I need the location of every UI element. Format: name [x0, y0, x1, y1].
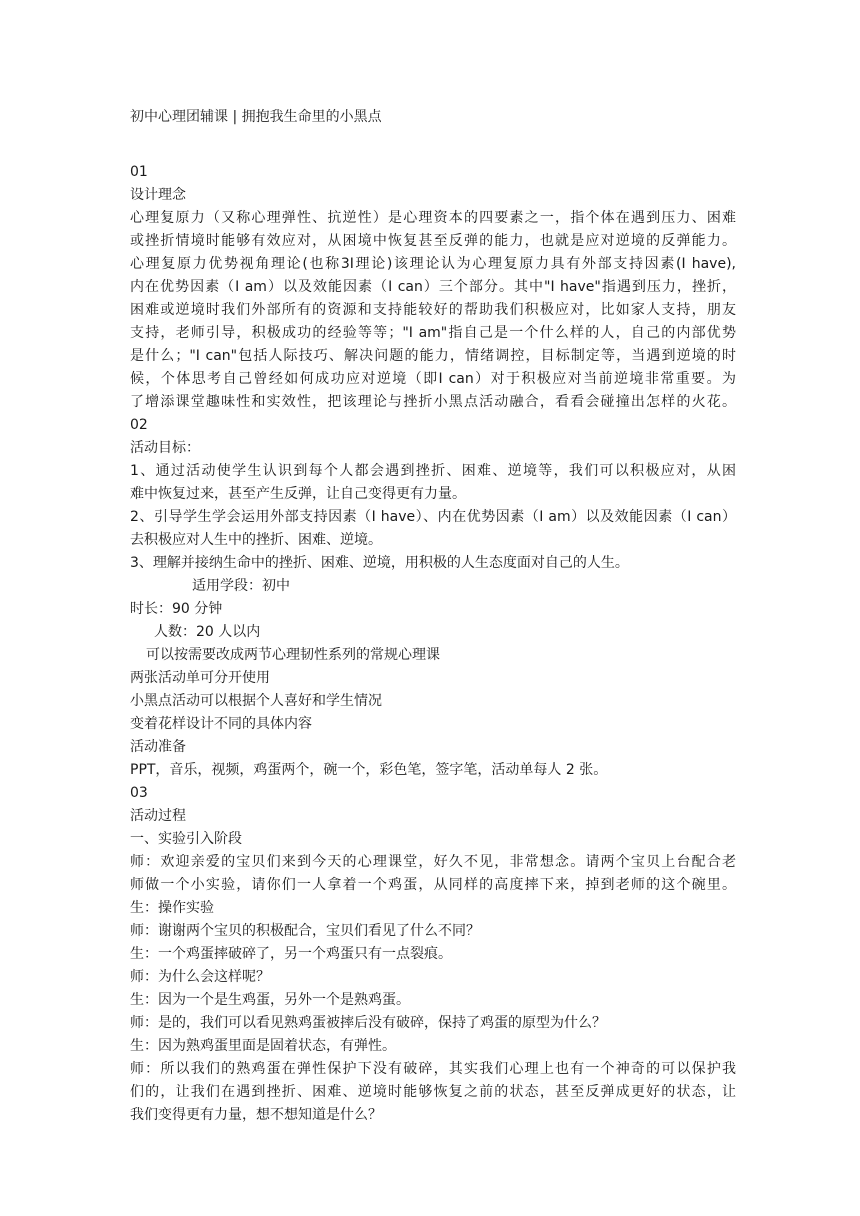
goal-line: 难中恢复过来，甚至产生反弹，让自己变得更有力量。: [130, 486, 466, 502]
duration: 时长：90 分钟: [130, 601, 223, 617]
note-line: 小黑点活动可以根据个人喜好和学生情况: [130, 693, 382, 709]
dialogue-line: 们的，让我们在遇到挫折、困难、逆境时能够恢复之前的状态，甚至反弹成更好的状态，让: [130, 1084, 736, 1100]
goal-line: 1、通过活动使学生认识到每个人都会遇到挫折、困难、逆境等，我们可以积极应对，从困: [130, 463, 736, 479]
activity-goals: [130, 460, 736, 575]
paragraph-line: 困难或逆境时我们外部所有的资源和支持能较好的帮助我们积极应对，比如家人支持，朋友: [130, 302, 736, 318]
note-line: 两张活动单可分开使用: [130, 670, 270, 686]
dialogue-line: 我们变得更有力量，想不想知道是什么？: [130, 1107, 382, 1123]
participant-count: 人数：20 人以内: [154, 624, 261, 640]
paragraph-line: 心理复原力优势视角理论(也称3I理论)该理论认为心理复原力具有外部支持因素(I have),: [130, 256, 736, 272]
preparation-heading: 活动准备: [130, 739, 186, 755]
paragraph-line: 支持，老师引导，积极成功的经验等等；"I am"指自己是一个什么样的人，自己的内部优势: [130, 325, 736, 341]
document-title: 初中心理团辅课 | 拥抱我生命里的小黑点: [130, 109, 382, 125]
dialogue: [130, 851, 736, 1127]
subsection-heading: 一、实验引入阶段: [130, 831, 242, 847]
section-heading: 设计理念: [130, 187, 186, 203]
goal-line: 2、引导学生学会运用外部支持因素（I have）、内在优势因素（I am）以及效能因素（I can）: [130, 509, 736, 525]
preparation-list: PPT，音乐，视频，鸡蛋两个，碗一个，彩色笔，签字笔，活动单每人 2 张。: [130, 762, 608, 778]
dialogue-line: 师：是的，我们可以看见熟鸡蛋被摔后没有破碎，保持了鸡蛋的原型为什么？: [130, 1015, 606, 1031]
paragraph-line: 是什么；"I can"包括人际技巧、解决问题的能力，情绪调控，目标制定等，当遇到逆境的时: [130, 348, 736, 364]
dialogue-line: 师：所以我们的熟鸡蛋在弹性保护下没有破碎，其实我们心理上也有一个神奇的可以保护我: [130, 1061, 736, 1077]
dialogue-line: 师：谢谢两个宝贝的积极配合，宝贝们看见了什么不同？: [130, 923, 480, 939]
section-number: 01: [130, 164, 148, 180]
document-body: [130, 150, 736, 1127]
paragraph-line: 或挫折情境时能够有效应对，从困境中恢复甚至反弹的能力，也就是应对逆境的反弹能力。: [130, 233, 736, 249]
paragraph-line: 候，个体思考自己曾经如何成功应对逆境（即I can）对于积极应对当前逆境非常重要。为: [130, 371, 736, 387]
course-note: 可以按需要改成两节心理韧性系列的常规心理课: [146, 647, 440, 663]
applicable-stage: 适用学段：初中: [192, 578, 290, 594]
dialogue-line: 师：欢迎亲爱的宝贝们来到今天的心理课堂，好久不见，非常想念。请两个宝贝上台配合老: [130, 854, 736, 870]
dialogue-line: 师做一个小实验，请你们一人拿着一个鸡蛋，从同样的高度摔下来，掉到老师的这个碗里。: [130, 877, 736, 893]
dialogue-line: 生：一个鸡蛋摔破碎了，另一个鸡蛋只有一点裂痕。: [130, 946, 452, 962]
paragraph-line: 内在优势因素（I am）以及效能因素（I can）三个部分。其中"I have"指遇到压力，挫折，: [130, 279, 736, 295]
note-line: 变着花样设计不同的具体内容: [130, 716, 312, 732]
goal-line: 3、理解并接纳生命中的挫折、困难、逆境，用积极的人生态度面对自己的人生。: [130, 555, 629, 571]
section-number: 03: [130, 785, 148, 801]
goal-line: 去积极应对人生中的挫折、困难、逆境。: [130, 532, 382, 548]
design-concept-paragraph: [130, 207, 736, 414]
section-heading: 活动目标：: [130, 440, 200, 456]
section-number: 02: [130, 417, 148, 433]
paragraph-line: 了增添课堂趣味性和实效性，把该理论与挫折小黑点活动融合，看看会碰撞出怎样的火花。: [130, 394, 736, 410]
dialogue-line: 生：因为一个是生鸡蛋，另外一个是熟鸡蛋。: [130, 992, 410, 1008]
dialogue-line: 生：操作实验: [130, 900, 214, 916]
section-heading: 活动过程: [130, 808, 186, 824]
dialogue-line: 生：因为熟鸡蛋里面是固着状态，有弹性。: [130, 1038, 396, 1054]
paragraph-line: 心理复原力（又称心理弹性、抗逆性）是心理资本的四要素之一，指个体在遇到压力、困难: [130, 210, 736, 226]
dialogue-line: 师：为什么会这样呢？: [130, 969, 270, 985]
